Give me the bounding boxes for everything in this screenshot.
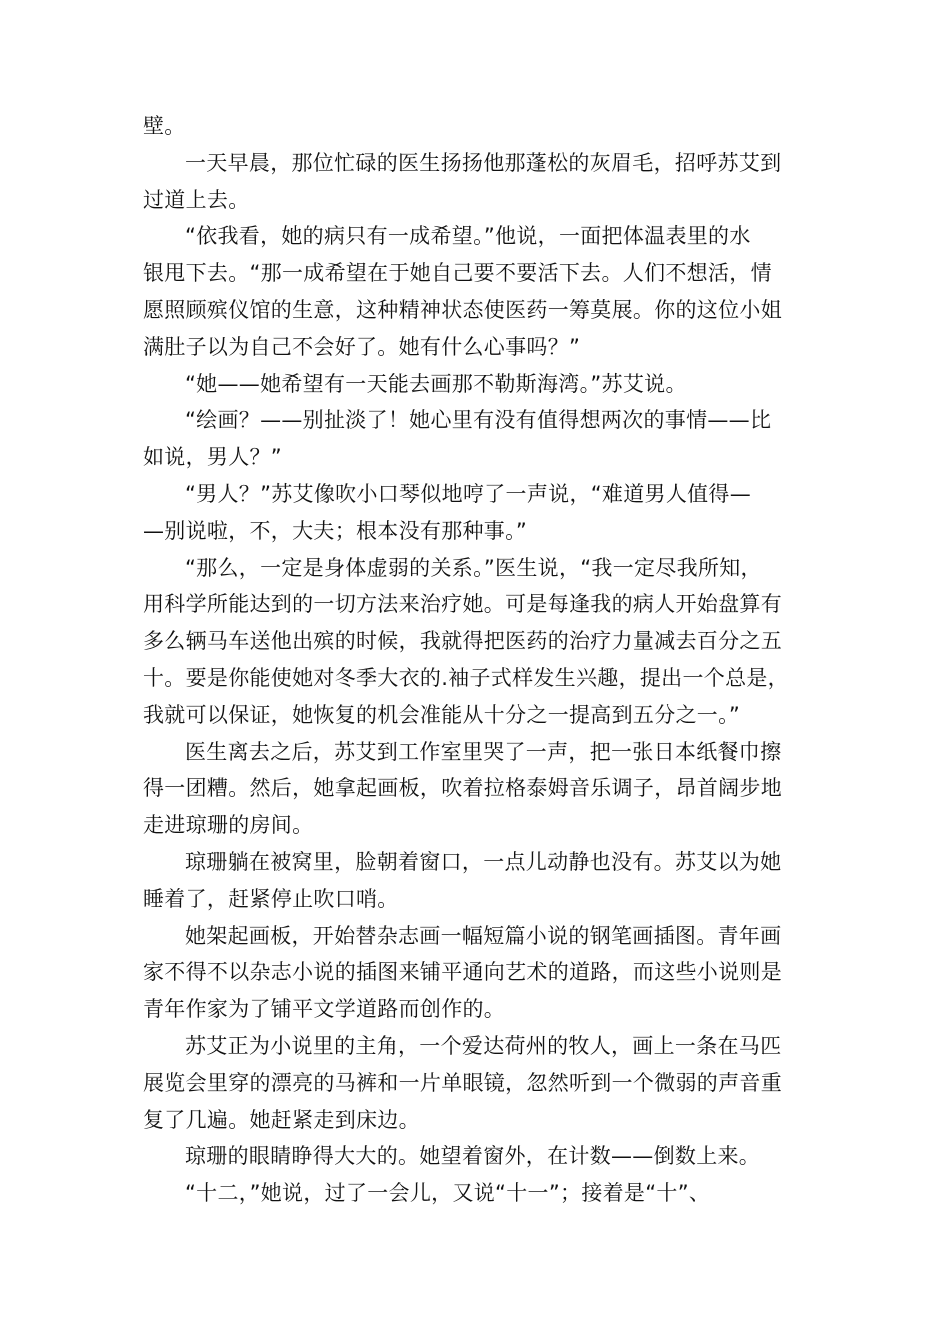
text-line: 琼珊躺在被窝里，脸朝着窗口，一点儿动静也没有。苏艾以为她 bbox=[185, 849, 782, 874]
text-line: 银甩下去。“那一成希望在于她自己要不要活下去。人们不想活，情 bbox=[143, 261, 772, 286]
text-line: 她架起画板，开始替杂志画一幅短篇小说的钢笔画插图。青年画 bbox=[185, 923, 782, 948]
document-page bbox=[143, 108, 833, 1212]
text-line: “她——她希望有一天能去画那不勒斯海湾。”苏艾说。 bbox=[185, 371, 687, 396]
text-line: 用科学所能达到的一切方法来治疗她。可是每逢我的病人开始盘算有 bbox=[143, 592, 782, 617]
text-line: 展览会里穿的漂亮的马裤和一片单眼镜，忽然听到一个微弱的声音重 bbox=[143, 1070, 782, 1095]
text-line: “那么，一定是身体虚弱的关系。”医生说，“我一定尽我所知， bbox=[185, 555, 762, 580]
text-line: 睡着了，赶紧停止吹口哨。 bbox=[143, 886, 399, 911]
text-line: 我就可以保证，她恢复的机会准能从十分之一提高到五分之一。” bbox=[143, 702, 741, 727]
text-line: 得一团糟。然后，她拿起画板，吹着拉格泰姆音乐调子，昂首阔步地 bbox=[143, 776, 782, 801]
text-line: 愿照顾殡仪馆的生意，这种精神状态使医药一筹莫展。你的这位小姐 bbox=[143, 297, 782, 322]
text-line: 走进琼珊的房间。 bbox=[143, 813, 314, 838]
text-line: 琼珊的眼睛睁得大大的。她望着窗外，在计数——倒数上来。 bbox=[185, 1144, 761, 1169]
text-line: “依我看，她的病只有一成希望。”他说，一面把体温表里的水 bbox=[185, 224, 751, 249]
text-line: 满肚子以为自己不会好了。她有什么心事吗？” bbox=[143, 334, 581, 359]
text-line: 复了几遍。她赶紧走到床边。 bbox=[143, 1107, 420, 1132]
text-line: “绘画？——别扯淡了！她心里有没有值得想两次的事情——比 bbox=[185, 408, 772, 433]
text-line: —别说啦，不，大夫；根本没有那种事。” bbox=[143, 518, 528, 543]
text-line: “十二，”她说，过了一会儿，又说“十一”；接着是“十”、 bbox=[185, 1181, 711, 1206]
text-line: 医生离去之后，苏艾到工作室里哭了一声，把一张日本纸餐巾擦 bbox=[185, 739, 782, 764]
text-line: 苏艾正为小说里的主角，一个爱达荷州的牧人，画上一条在马匹 bbox=[185, 1033, 782, 1058]
text-line: 一天早晨，那位忙碌的医生扬扬他那蓬松的灰眉毛，招呼苏艾到 bbox=[185, 150, 782, 175]
text-line: “男人？”苏艾像吹小口琴似地哼了一声说，“难道男人值得— bbox=[185, 481, 752, 506]
text-line: 如说，男人？” bbox=[143, 445, 282, 470]
text-line: 家不得不以杂志小说的插图来铺平通向艺术的道路，而这些小说则是 bbox=[143, 960, 782, 985]
text-line: 青年作家为了铺平文学道路而创作的。 bbox=[143, 997, 506, 1022]
text-line: 十。要是你能使她对冬季大衣的.袖子式样发生兴趣，提出一个总是， bbox=[143, 665, 789, 690]
text-line: 过道上去。 bbox=[143, 187, 250, 212]
text-line: 壁。 bbox=[143, 114, 186, 138]
text-line: 多么辆马车送他出殡的时候，我就得把医药的治疗力量减去百分之五 bbox=[143, 629, 782, 654]
